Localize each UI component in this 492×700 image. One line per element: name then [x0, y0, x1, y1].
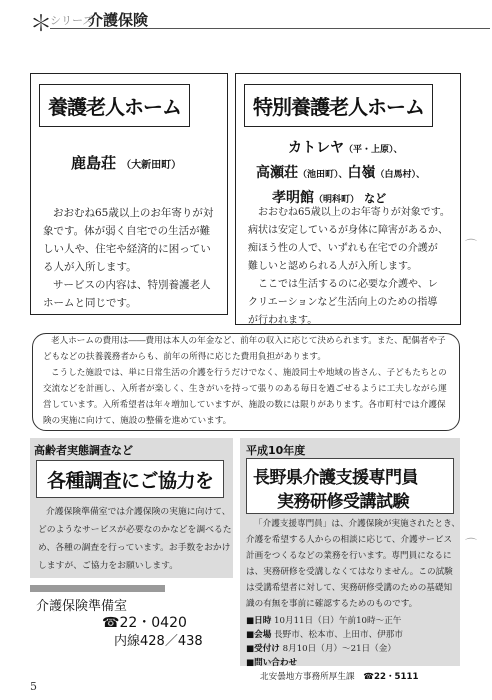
detail-value: 10月11日（日）午前10時～正午 — [274, 616, 402, 626]
exam-title-box — [246, 458, 454, 514]
text-line: 難しいと認められる人が入所します。 — [248, 261, 418, 272]
text-line: ホームと同じです。 — [43, 297, 137, 309]
exam-kicker: 平成10年度 — [246, 444, 306, 457]
survey-title: 各種調査にご協力を — [47, 470, 214, 492]
yogo-home-box — [30, 73, 228, 315]
text-line: 識の有無を事前に確認するためのものです。 — [246, 599, 418, 609]
cost-note-text — [43, 333, 455, 429]
facility-location: （明科町） — [314, 195, 360, 205]
facility-list — [256, 136, 456, 211]
facility-name: カトレヤ — [288, 140, 344, 156]
survey-title-box — [36, 460, 224, 498]
exam-title-line2: 実務研修受講試験 — [277, 492, 409, 512]
survey-description — [38, 503, 238, 575]
series-star-icon: ＊ — [30, 12, 53, 37]
exam-title-line1: 長野県介護支援専門員 — [253, 468, 418, 488]
facility-location: （大新田町） — [121, 160, 182, 171]
yogo-description — [43, 204, 223, 312]
yogo-facility — [71, 152, 181, 173]
text-line: ここでは生活するのに必要な介護や、レ — [258, 279, 438, 290]
contact-bar — [30, 585, 165, 592]
detail-label: ■会場 — [246, 630, 272, 640]
detail-value: 長野市、松本市、上田市、伊那市 — [274, 630, 403, 640]
text-line: 介護を希望する人からの相談に応じて、介護サービス — [246, 535, 453, 545]
inquiry-line — [246, 670, 458, 684]
text-line: は、実務研修を受講しなくてはなりません。この試験 — [246, 567, 453, 577]
cost-note-box — [32, 333, 460, 431]
facility-name: 孝明館 — [272, 190, 314, 206]
text-line: どのようなサービスが必要なのかなどを調べるた — [38, 525, 232, 535]
detail-label: ■日時 — [246, 616, 272, 626]
margin-arc-icon: ⌒ — [465, 238, 478, 252]
facility-suffix: など — [364, 192, 387, 205]
header-rule — [50, 28, 490, 29]
text-line: 営しています。入所希望者は年々増加していますが、施設の数には限りがあります。各市町村では介護保 — [43, 400, 446, 410]
facility-name: 高瀬荘 — [256, 165, 298, 181]
exam-description — [246, 516, 458, 612]
text-line: 介護保険準備室では介護保険の実施に向けて、 — [46, 507, 231, 517]
facility-name: 鹿島荘 — [71, 154, 117, 172]
text-line: め、各種の調査を行っています。お手数をおかけ — [38, 543, 231, 553]
inquiry-office: 北安曇地方事務所厚生課 — [260, 672, 355, 682]
detail-inquiry — [246, 656, 458, 670]
detail-label: ■受付け — [246, 644, 280, 654]
tokubetsu-description — [248, 204, 458, 330]
text-line: る人が入所します。 — [43, 261, 137, 273]
facility-name: 白嶺 — [347, 165, 376, 181]
text-line: こうした施設では、単に日常生活の介護を行うだけでなく、施設同士や地域の皆さん、子どもたちとの — [51, 368, 447, 378]
text-line: 病状は安定しているが身体に障害があるか、 — [248, 225, 448, 236]
detail-reception — [246, 642, 458, 656]
contact-extension: 内線428／438 — [114, 634, 203, 649]
exam-details — [246, 614, 458, 684]
page-number: 5 — [30, 680, 37, 693]
detail-value: 8月10日（月）～21日（金） — [282, 644, 396, 654]
phone-icon: ☎ — [363, 672, 374, 682]
text-line: サービスの内容は、特別養護老人 — [53, 279, 211, 291]
survey-kicker: 高齢者実態調査など — [34, 444, 133, 457]
text-line: 「介護支援専門員」は、介護保険が実施されたとき、 — [254, 519, 460, 529]
text-line: は受講希望者に対して、実務研修受講のための基礎知 — [246, 583, 453, 593]
phone-icon: ☎ — [102, 615, 120, 631]
series-title: 介護保険 — [88, 11, 149, 29]
facility-location: （平・上原）、 — [344, 145, 403, 155]
text-line: しい人や、住宅や経済的に困ってい — [43, 243, 211, 255]
text-line: が行われます。 — [248, 315, 318, 326]
margin-arc-icon: ⌒ — [465, 537, 478, 551]
contact-phone — [102, 612, 187, 632]
phone-number: 22・0420 — [119, 615, 187, 631]
yogo-home-title: 養護老人ホーム — [39, 84, 190, 127]
text-line: どもなどの扶養義務者からも、前年の所得に応じた費用負担があります。 — [43, 352, 326, 362]
text-line: 痴ほう性の人で、いずれも在宅での介護が — [248, 243, 438, 254]
detail-venue — [246, 628, 458, 642]
contact-office: 介護保険準備室 — [36, 599, 128, 614]
text-line: 老人ホームの費用は――費用は本人の年金など、前年の収入に応じて決められます。また、配偶者や子 — [51, 336, 446, 346]
text-line: 計画をつくるなどの業務を行います。専門員になるに — [246, 551, 452, 561]
text-line: おおむね65歳以上のお年寄りが対 — [53, 207, 214, 219]
text-line: クリエーションなど生活向上のための指導 — [248, 297, 438, 308]
text-line: 象です。体が弱く自宅での生活が難 — [43, 225, 211, 237]
detail-label: ■問い合わせ — [246, 658, 298, 668]
text-line: しますが、ご協力をお願いします。 — [38, 561, 179, 571]
detail-date — [246, 614, 458, 628]
series-label: シリーズ — [50, 14, 94, 27]
tokubetsu-home-title: 特別養護老人ホーム — [244, 84, 433, 127]
text-line: おおむね65歳以上のお年寄りが対象です。 — [258, 207, 450, 218]
text-line: 険の実施に向けて、施設の整備を進めています。 — [43, 416, 232, 426]
tokubetsu-home-box — [235, 73, 461, 325]
text-line: 交流などを計画し、入所者が楽しく、生きがいを持って張りのある毎日を過ごせるように工夫しながら運 — [43, 384, 447, 394]
facility-location: （白馬村）、 — [375, 170, 426, 180]
facility-location: （池田町）、 — [298, 170, 348, 180]
inquiry-phone: 22・5111 — [374, 672, 419, 682]
